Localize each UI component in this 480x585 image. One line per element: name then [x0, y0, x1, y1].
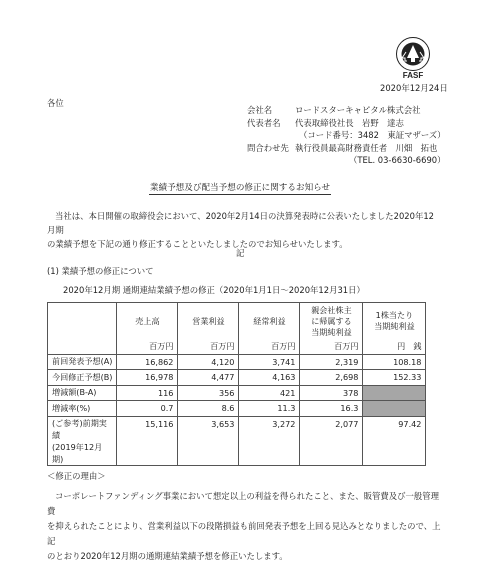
company-row-key: 問合わせ先	[247, 142, 289, 153]
table-header-row	[48, 303, 426, 340]
table-row	[48, 370, 426, 386]
value-cell: 4,477	[178, 370, 239, 386]
company-row	[247, 117, 446, 130]
unit-cell: 百万円	[239, 339, 300, 354]
value-cell: 3,272	[239, 416, 300, 465]
value-cell: 4,163	[239, 370, 300, 386]
row-label: 増減率(%)	[48, 401, 117, 417]
company-row-key: 代表者名	[247, 117, 281, 128]
table-header-cell: 営業利益	[178, 303, 239, 340]
value-cell: 0.7	[117, 401, 178, 417]
table-header-cell: 1株当たり 当期純利益	[363, 303, 426, 340]
table-header-cell: 親会社株主 に帰属する 当期純利益	[300, 303, 363, 340]
value-cell: 356	[178, 385, 239, 401]
company-row-value: （TEL. 03-6630-6690）	[349, 155, 446, 165]
company-row-value: 執行役員最高財務責任者 川畑 拓也	[295, 142, 438, 153]
value-cell: 97.42	[363, 416, 426, 465]
value-cell: 378	[300, 385, 363, 401]
value-cell: 11.3	[239, 401, 300, 417]
table-cell	[48, 339, 117, 354]
svg-text:FASF: FASF	[402, 71, 424, 80]
value-cell: 3,741	[239, 354, 300, 370]
value-cell: 16,978	[117, 370, 178, 386]
unit-cell: 百万円	[178, 339, 239, 354]
intro-line: の業績予想を下記の通り修正することといたしましたのでお知らせいたします。	[47, 239, 348, 249]
value-cell: 152.33	[363, 370, 426, 386]
value-cell: 4,120	[178, 354, 239, 370]
value-cell: 16.3	[300, 401, 363, 417]
company-row-key: 会社名	[247, 105, 273, 115]
table-header-cell: 売上高	[117, 303, 178, 340]
table-row	[48, 416, 426, 465]
intro-line: 当社は、本日開催の取締役会において、2020年2月14日の決算発表時に公表いたしました2020年12月期	[47, 211, 434, 235]
value-cell: 2,077	[300, 416, 363, 465]
shaded-cell	[363, 401, 426, 417]
value-cell: 116	[117, 385, 178, 401]
value-cell: 15,116	[117, 416, 178, 465]
reason-line: を抑えられたことにより、営業利益以下の段階損益も前回発表予想を上回る見込みとなりましたので、上記	[47, 521, 441, 546]
unit-cell: 百万円	[300, 339, 363, 354]
table-row	[48, 385, 426, 401]
row-label: 前回発表予想(A)	[48, 354, 117, 370]
value-cell: 8.6	[178, 401, 239, 417]
company-row	[247, 104, 446, 117]
company-row-key	[247, 154, 295, 167]
value-cell: 2,319	[300, 354, 363, 370]
row-label: 増減額(B-A)	[48, 385, 117, 401]
reason-heading: ＜修正の理由＞	[47, 471, 106, 481]
company-row-value: （コード番号：3482 東証マザーズ）	[299, 130, 446, 140]
company-row-value: 代表取締役社長 岩野 達志	[295, 117, 404, 128]
table-header-cell: 経常利益	[239, 303, 300, 340]
value-cell: 108.18	[363, 354, 426, 370]
table-header-cell	[48, 303, 117, 340]
row-label: 今回修正予想(B)	[48, 370, 117, 386]
reason-line: コーポレートファンディング事業において想定以上の利益を得られたこと、また、販管費及び一般管理費	[47, 491, 439, 516]
value-cell: 16,862	[117, 354, 178, 370]
company-row	[247, 142, 446, 155]
unit-cell: 円 銭	[363, 339, 426, 354]
table-caption: 2020年12月期 通期連結業績予想の修正（2020年1月1日～2020年12月31日）	[63, 285, 365, 295]
company-row	[247, 154, 446, 167]
table-units-row	[48, 339, 426, 354]
intro-paragraph	[47, 209, 442, 251]
reason-line: のとおり2020年12月期の通期連結業績予想を修正いたします。	[47, 551, 288, 561]
document-title-text: 業績予想及び配当予想の修正に関するお知らせ	[149, 183, 331, 193]
company-info	[247, 104, 446, 167]
section-heading: (1) 業績予想の修正について	[47, 266, 154, 276]
value-cell: 3,653	[178, 416, 239, 465]
row-label: (ご参考)前期実績 (2019年12月期)	[48, 416, 117, 465]
shaded-cell	[363, 385, 426, 401]
document-title	[0, 182, 480, 194]
company-row-key	[247, 129, 287, 142]
ki-label: 記	[236, 248, 245, 258]
reason-paragraph	[47, 489, 442, 564]
company-row-value: ロードスターキャピタル株式会社	[295, 105, 421, 115]
unit-cell: 百万円	[117, 339, 178, 354]
fsc-logo	[393, 36, 433, 80]
table-row	[48, 401, 426, 417]
document-date: 2020年12月24日	[380, 83, 448, 93]
forecast-table	[47, 302, 426, 466]
value-cell: 2,698	[300, 370, 363, 386]
table-row	[48, 354, 426, 370]
value-cell: 421	[239, 385, 300, 401]
addressee: 各位	[47, 98, 64, 108]
company-row	[247, 129, 446, 142]
